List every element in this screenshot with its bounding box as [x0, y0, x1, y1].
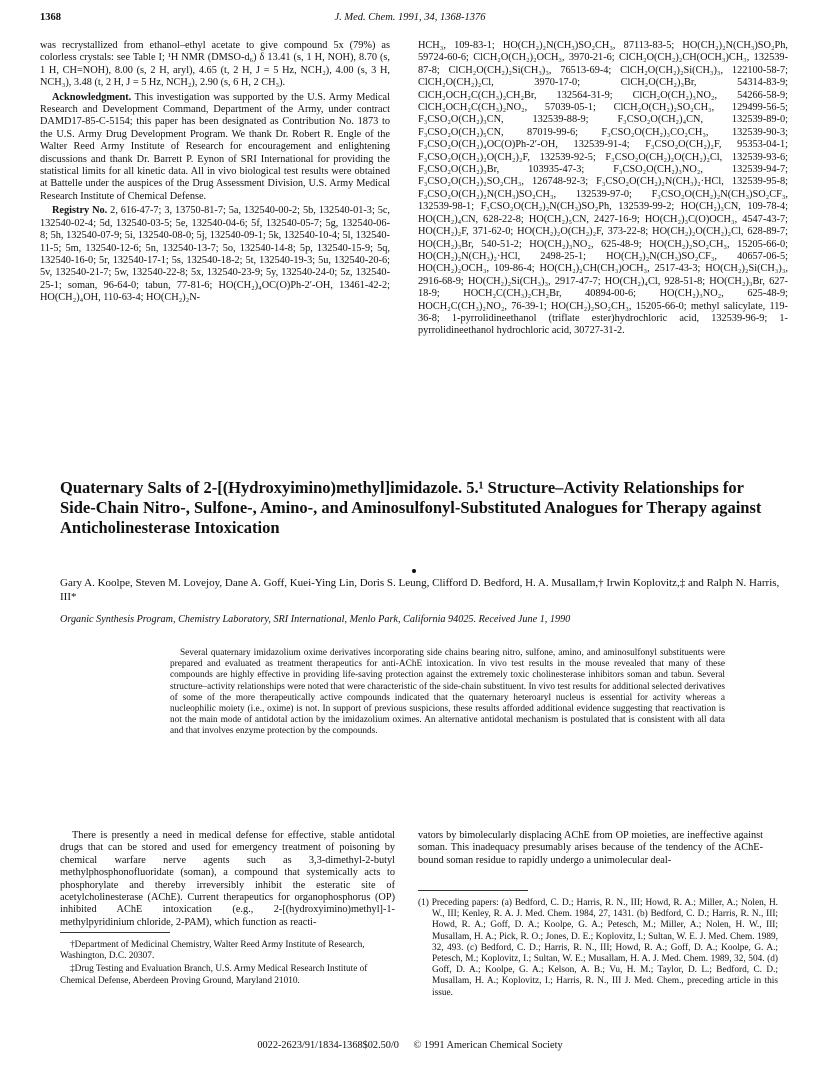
- registry-numbers: [40, 205, 390, 304]
- footnote-rule-left: [60, 932, 170, 933]
- author-list: Gary A. Koolpe, Steven M. Lovejoy, Dane A. Goff, Kuei-Ying Lin, Doris S. Leung, Clifford D. Bedford, H. A. Musallam,† Irwin Koplovitz,‡ and Ralph N. Harris, III*: [60, 577, 780, 603]
- footnote-double-dagger: ‡Drug Testing and Evaluation Branch, U.S. Army Medical Research Institute of Chemical Defense, Aberdeen Proving Ground, Maryland 21010.: [60, 964, 368, 986]
- experimental-text: was recrystallized from ethanol–ethyl acetate to give compound 5x (79%) as colorless crystals: see Table I; ¹H NMR (DMSO-d₆) δ 13.41 (s, 1 H, NOH), 8.70 (s, 1 H, CH=NOH), 8.00 (s, 2 H, aryl), 4.65 (t, 2 H, J = 5 Hz, NCH₂), 4.00 (s, 3 H, NCH₃), 3.48 (t, 2 H, J = 5 Hz, NCH₂), 2.90 (s, 6 H, 2 CH₃).: [40, 40, 390, 89]
- page-footer: [0, 1040, 820, 1051]
- footnote-rule-right: [418, 890, 528, 891]
- footer-code: 0022-2623/91/1834-1368$02.50/0: [257, 1040, 399, 1051]
- left-column-top: [40, 40, 390, 307]
- running-header: [40, 12, 780, 28]
- registry-text: 2, 616-47-7; 3, 13750-81-7; 5a, 132540-00-2; 5b, 132540-01-3; 5c, 132540-02-4; 5d, 132540-03-5; 5e, 132540-04-6; 5f, 132540-05-7; 5g, 132540-06-8; 5h, 132540-07-9; 5i, 132540-08-0; 5j, 132540-09-1; 5k, 132540-10-4; 5l, 132540-11-5; 5m, 132540-12-6; 5n, 132540-13-7; 5o, 132540-14-8; 5p, 132540-15-9; 5q, 132540-16-0; 5r, 132540-17-1; 5s, 132540-18-2; 5t, 132540-19-3; 5u, 132540-20-6; 5v, 132540-21-7; 5w, 132540-22-8; 5x, 132540-23-9; 5y, 132540-24-0; 5z, 132540-25-1; soman, 96-64-0; tabun, 77-81-6; HO(CH₂)₄OC(O)Ph-2′-OH, 13461-42-2; HO(CH₂)₄OH, 110-63-4; HO(CH₂)₂N-: [40, 205, 391, 304]
- acknowledgment: [40, 92, 390, 204]
- footnotes-left: [60, 940, 390, 987]
- footnote-dagger: †Department of Medicinal Chemistry, Walter Reed Army Institute of Research, Washington, D.C. 20307.: [60, 940, 365, 962]
- registry-continued: HCH₃, 109-83-1; HO(CH₂)₂N(CH₃)SO₂CH₃, 87113-83-5; HO(CH₂)₂N(CH₃)SO₂Ph, 59724-60-6; ClCH₂O(CH₂)₂OCH₃, 3970-21-6; ClCH₂O(CH₂)₂CH(OCH₃)CH₃, 132539-87-8; ClCH₂O(CH₂)₂Si(CH₃)₃, 76513-69-4; ClCH₂O(CH₂)₂Si(CH₃)₃, 122100-58-7; ClCH₂O(CH₂)₂Cl, 3970-17-0; ClCH₂O(CH₂)₃Br, 54314-83-9; ClCH₂OCH₂C(CH₃)₂CH₂Br, 132564-31-9; ClCH₂O(CH₂)₃NO₂, 54266-58-9; ClCH₂OCH₂C(CH₃)₂NO₂, 57039-05-1; ClCH₂O(CH₂)₂SO₂CH₃, 129499-56-5; F₃CSO₂O(CH₂)₃CN, 132539-88-9; F₃CSO₂O(CH₂)₄CN, 132539-89-0; F₃CSO₂O(CH₂)₅CN, 87019-99-6; F₃CSO₂O(CH₂)₃CO₂CH₃, 132539-90-3; F₃CSO₂O(CH₂)₄OC(O)Ph-2′-OH, 132539-91-4; F₃CSO₂O(CH₂)₂F, 95353-04-1; F₃CSO₂O(CH₂)₂O(CH₂)₂F, 132539-92-5; F₃CSO₂O(CH₂)₂O(CH₂)₂Cl, 132539-93-6; F₃CSO₂O(CH₂)₃Br, 103935-47-3; F₃CSO₂O(CH₂)₃NO₂, 132539-94-7; F₃CSO₂O(CH₂)₂SO₂CH₃, 126748-92-3; F₃CSO₂O(CH₂)₂N(CH₃)₂·HCl, 132539-95-8; F₃CSO₂O(CH₂)₂N(CH₃)SO₂CH₃, 132539-97-0; F₃CSO₂O(CH₂)₂N(CH₃)SO₂CF₃, 132539-98-1; F₃CSO₂O(CH₂)₂N(CH₃)SO₂Ph, 132539-99-2; HO(CH₂)₃CN, 109-78-4; HO(CH₂)₄CN, 628-22-8; HO(CH₂)₅CN, 2427-16-9; HO(CH₂)₃C(O)OCH₃, 4547-43-7; HO(CH₂)₂F, 371-62-0; HO(CH₂)₂O(CH₂)₂F, 373-22-8; HO(CH₂)₂O(CH₂)₂Cl, 628-89-7; HO(CH₂)₃Br, 540-51-2; HO(CH₂)₃NO₂, 625-48-9; HO(CH₂)₂SO₂CH₃, 15205-66-0; HO(CH₂)₂N(CH₃)₂·HCl, 2498-25-1; HO(CH₂)₂N(CH₃)SO₂CF₃, 40657-06-5; HO(CH₂)₂OCH₃, 109-86-4; HO(CH₂)₂CH(CH₃)OCH₃, 2517-43-3; HO(CH₂)₂Si(CH₃)₃, 2916-68-9; HO(CH₂)₂Si(CH₃)₃, 2917-47-7; HO(CH₂)₄Cl, 928-51-8; HO(CH₂)₃Br, 627-18-9; HOCH₂C(CH₃)₂CH₂Br, 40894-00-6; HO(CH₂)₃NO₂, 625-48-9; HOCH₂C(CH₃)₂NO₂, 76-39-1; HO(CH₂)₂SO₂CH₃, 15205-66-0; methyl salicylate, 119-36-8; 1-pyrrolidineethanol (triflate ester)hydrochloric acid, 132539-96-9; 1-pyrrolidineethanol hydrochloric acid, 30727-31-2.: [418, 40, 788, 337]
- intro-right: [418, 830, 763, 867]
- dot-mark: [412, 569, 416, 573]
- abstract: Several quaternary imidazolium oxime derivatives incorporating side chains bearing nitro, sulfone, amino, and aminosulfonyl substituents were prepared and evaluated as treatment therapeutics for anti-AChE intoxication. In vivo test results in the mouse revealed that many of these compounds are highly effective in providing life-saving protection against the extremely toxic cholinesterase inhibitors soman and tabun. Several structure–activity relationships were noted that were characteristic of the side-chain substituent. In vivo test results for additional selected derivatives of some of the more therapeutically active compounds indicated that the quaternary heteroaryl nucleus is essential for activity whereas a nucleophilic moiety (i.e., oxime) is not. In support of previous suspicions, these results afforded additional evidence suggesting that reactivation is not the main mode of antidotal action by the imidazolium oximes. An alternative antidotal mechanism is postulated that is consistent with all data and that involves enzyme protection by the compounds.: [170, 648, 725, 737]
- intro-right-text: vators by bimolecularly displacing AChE from OP moieties, are ineffective against soman. This inadequacy presumably arises because of the tendency of the AChE-bound soman residue to rapidly undergo a unimolecular deal-: [418, 830, 763, 866]
- acknowledgment-label: Acknowledgment.: [52, 91, 132, 103]
- intro-left-text: There is presently a need in medical defense for effective, stable antidotal drugs that can be stored and used for emergency treatment of poisoning by chemical warfare nerve agents such as 3,3-dimethyl-2-butyl methylphosphonofluoridate (soman), a compound that systemically acts to phosphorylate and thereby irreversibly inhibit the esteratic site of acetylcholinesterase (AChE). Current therapeutics for organophosphorus (OP) inhibited AChE intoxication (e.g., 2-[(hydroxyimino)methyl]-1-methylpyridinium chloride, 2-PAM), which function as reacti-: [60, 830, 395, 928]
- reference-1: (1) Preceding papers: (a) Bedford, C. D.; Harris, R. N., III; Howd, R. A.; Miller, A.; Nolen, H. W., III; Kenley, R. A. J. Med. Chem. 1984, 27, 1431. (b) Bedford, C. D.; Harris, R. N., III; Howd, R. A.; Goff, D. A.; Koolpe, G. A.; Petesch, M.; Miller, A.; Nolen, H. W., III; Musallam, H. A.; Pick, R. O.; Jones, D. E.; Koplovitz, I.; Sultan, W. E. J. Med. Chem. 1989, 32, 493. (c) Bedford, C. D.; Harris, R. N., III; Howd, R. A.; Goff, D. A.; Koolpe, G. A.; Petesch, M.; Koplovitz, I.; Sultan, W. E.; Musallam, H. A. J. Med. Chem. 1989, 32, 504. (d) Goff, D. A.; Koolpe, G. A.; Kelson, A. B.; Vu, H. M.; Taylor, D. L.; Bedford, C. D.; Musallam, H. A.; Koplovitz, I.; Harris, R. N., III J. Med. Chem., preceding article in this issue.: [418, 898, 778, 998]
- article-title: Quaternary Salts of 2-[(Hydroxyimino)methyl]imidazole. 5.¹ Structure–Activity Relationships for Side-Chain Nitro-, Sulfone-, Amino-, and Aminosulfonyl-Substituted Analogues for Therapy against Anticholinesterase Intoxication: [60, 478, 762, 537]
- right-column-top: [418, 40, 788, 340]
- page-number: 1368: [40, 12, 61, 23]
- journal-citation: J. Med. Chem. 1991, 34, 1368-1376: [334, 12, 486, 23]
- intro-left: [60, 830, 395, 929]
- footer-copyright: © 1991 American Chemical Society: [413, 1040, 563, 1051]
- acknowledgment-text: This investigation was supported by the U.S. Army Medical Research and Development Command, Department of the Army, under contract DAMD17-85-C-5154; this paper has been designated as Contribution No. 1873 to the U.S. Army Drug Development Program. We thank Dr. Robert R. Engle of the Walter Reed Army Institute of Research for encouragement and enlightening discussions and thank Dr. Barrett P. Eynon of SRI International for providing the statistical limits for all kinetic data. All in vivo biological test results were obtained at Battelle under the auspices of the Drug Assessment Division, U.S. Army Medical Research Institute of Chemical Defense.: [40, 91, 390, 202]
- affiliation: Organic Synthesis Program, Chemistry Laboratory, SRI International, Menlo Park, California 94025. Received June 1, 1990: [60, 614, 571, 625]
- registry-label: Registry No.: [52, 205, 108, 217]
